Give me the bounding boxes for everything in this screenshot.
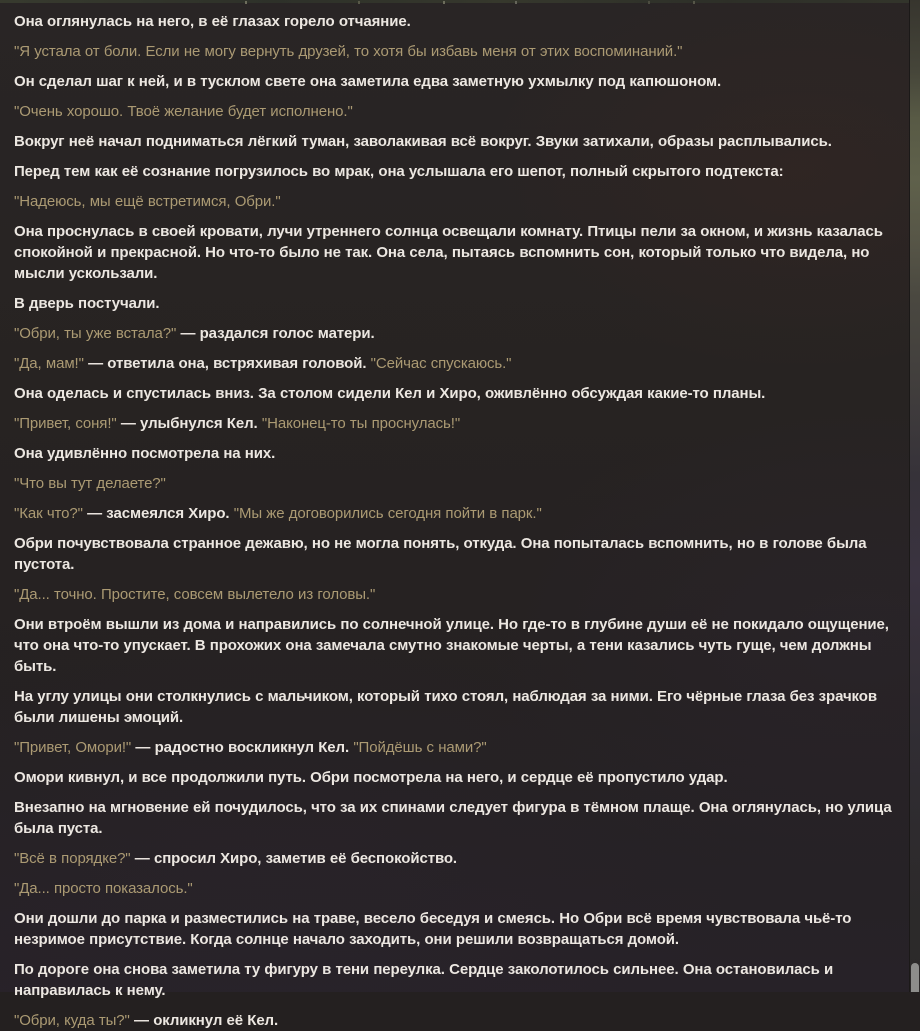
- dialogue-text: "Что вы тут делаете?": [14, 475, 166, 492]
- dialogue-text: "Да, мам!": [14, 355, 84, 372]
- story-paragraph: [14, 353, 893, 374]
- scrollbar-track[interactable]: [909, 0, 920, 992]
- clipped-banner-edge: [0, 0, 909, 3]
- narration-text: — ответила она, встряхивая головой.: [83, 355, 371, 372]
- narration-text: Он сделал шаг к ней, и в тусклом свете она заметила едва заметную ухмылку под капюшоном.: [14, 73, 722, 90]
- narration-text: Она проснулась в своей кровати, лучи утреннего солнца освещали комнату. Птицы пели за окном, и жизнь казалась спокойной и прекрасной. Но что-то было не так. Она села, пытаясь вспомнить сон, который только что видела, но мысли ускользали.: [14, 223, 883, 282]
- scrollbar-thumb[interactable]: [911, 963, 919, 992]
- story-paragraph: [14, 131, 893, 152]
- story-paragraphs: [14, 11, 893, 1031]
- story-paragraph: [14, 584, 893, 605]
- story-paragraph: [14, 323, 893, 344]
- dialogue-text: "Да... точно. Простите, совсем вылетело из головы.": [14, 586, 376, 603]
- narration-text: — улыбнулся Кел.: [116, 415, 262, 432]
- story-paragraph: [14, 293, 893, 314]
- narration-text: Она оглянулась на него, в её глазах горело отчаяние.: [14, 13, 411, 30]
- story-paragraph: [14, 443, 893, 464]
- story-paragraph: [14, 161, 893, 182]
- story-paragraph: [14, 71, 893, 92]
- narration-text: По дороге она снова заметила ту фигуру в тени переулка. Сердце заколотилось сильнее. Она остановилась и направилась к нему.: [14, 961, 834, 999]
- story-paragraph: [14, 191, 893, 212]
- story-paragraph: [14, 1010, 893, 1031]
- dialogue-text: "Наконец-то ты проснулась!": [261, 415, 461, 432]
- dialogue-text: "Я устала от боли. Если не могу вернуть друзей, то хотя бы избавь меня от этих воспоминаний.": [14, 43, 683, 60]
- clipped-previous-line: [0, 1, 2, 4]
- story-paragraph: [14, 908, 893, 950]
- narration-text: В дверь постучали.: [14, 295, 160, 312]
- narration-text: — спросил Хиро, заметив её беспокойство.: [130, 850, 458, 867]
- story-paragraph: [14, 503, 893, 524]
- dialogue-text: "Пойдёшь с нами?": [353, 739, 487, 756]
- story-paragraph: [14, 473, 893, 494]
- narration-text: Они дошли до парка и разместились на траве, весело беседуя и смеясь. Но Обри всё время чувствовала чьё-то незримое присутствие. Когда солнце начало заходить, они решили возвращаться домой.: [14, 910, 852, 948]
- dialogue-text: "Привет, соня!": [14, 415, 117, 432]
- story-paragraph: [14, 533, 893, 575]
- dialogue-text: "Как что?": [14, 505, 83, 522]
- story-paragraph: [14, 41, 893, 62]
- narration-text: На углу улицы они столкнулись с мальчиком, который тихо стоял, наблюдая за ними. Его чёрные глаза без зрачков были лишены эмоций.: [14, 688, 877, 726]
- dialogue-text: "Привет, Омори!": [14, 739, 132, 756]
- story-paragraph: [14, 797, 893, 839]
- narration-text: — раздался голос матери.: [176, 325, 375, 342]
- narration-text: — засмеялся Хиро.: [82, 505, 234, 522]
- story-paragraph: [14, 959, 893, 1001]
- narration-text: — окликнул её Кел.: [129, 1012, 279, 1029]
- narration-text: Перед тем как её сознание погрузилось во мрак, она услышала его шепот, полный скрытого подтекста:: [14, 163, 784, 180]
- dialogue-text: "Всё в порядке?": [14, 850, 131, 867]
- story-paragraph: [14, 383, 893, 404]
- story-paragraph: [14, 767, 893, 788]
- story-paragraph: [14, 614, 893, 677]
- dialogue-text: "Очень хорошо. Твоё желание будет исполнено.": [14, 103, 353, 120]
- narration-text: Обри почувствовала странное дежавю, но не могла понять, откуда. Она попыталась вспомнить, но в голове была пустота.: [14, 535, 867, 573]
- story-paragraph: [14, 737, 893, 758]
- dialogue-text: "Да... просто показалось.": [14, 880, 193, 897]
- story-paragraph: [14, 221, 893, 284]
- narration-text: Они втроём вышли из дома и направились по солнечной улице. Но где-то в глубине души её не покидало ощущение, что она что-то упускает. В прохожих она замечала смутно знакомые черты, а тени казались чуть гуще, чем должны быть.: [14, 616, 889, 675]
- story-paragraph: [14, 413, 893, 434]
- story-paragraph: [14, 878, 893, 899]
- story-paragraph: [14, 848, 893, 869]
- story-paragraph: [14, 686, 893, 728]
- narration-text: Она оделась и спустилась вниз. За столом сидели Кел и Хиро, оживлённо обсуждая какие-то планы.: [14, 385, 766, 402]
- narration-text: Внезапно на мгновение ей почудилось, что за их спинами следует фигура в тёмном плаще. Она оглянулась, но улица была пуста.: [14, 799, 892, 837]
- narration-text: Она удивлённо посмотрела на них.: [14, 445, 276, 462]
- dialogue-text: "Обри, куда ты?": [14, 1012, 130, 1029]
- dialogue-text: "Надеюсь, мы ещё встретимся, Обри.": [14, 193, 281, 210]
- dialogue-text: "Мы же договорились сегодня пойти в парк.": [233, 505, 542, 522]
- narration-text: Омори кивнул, и все продолжили путь. Обри посмотрела на него, и сердце её пропустило удар.: [14, 769, 728, 786]
- narration-text: Вокруг неё начал подниматься лёгкий туман, заволакивая всё вокруг. Звуки затихали, образы расплывались.: [14, 133, 832, 150]
- dialogue-text: "Обри, ты уже встала?": [14, 325, 177, 342]
- narration-text: — радостно воскликнул Кел.: [131, 739, 354, 756]
- story-paragraph: [14, 11, 893, 32]
- story-paragraph: [14, 101, 893, 122]
- dialogue-text: "Сейчас спускаюсь.": [370, 355, 512, 372]
